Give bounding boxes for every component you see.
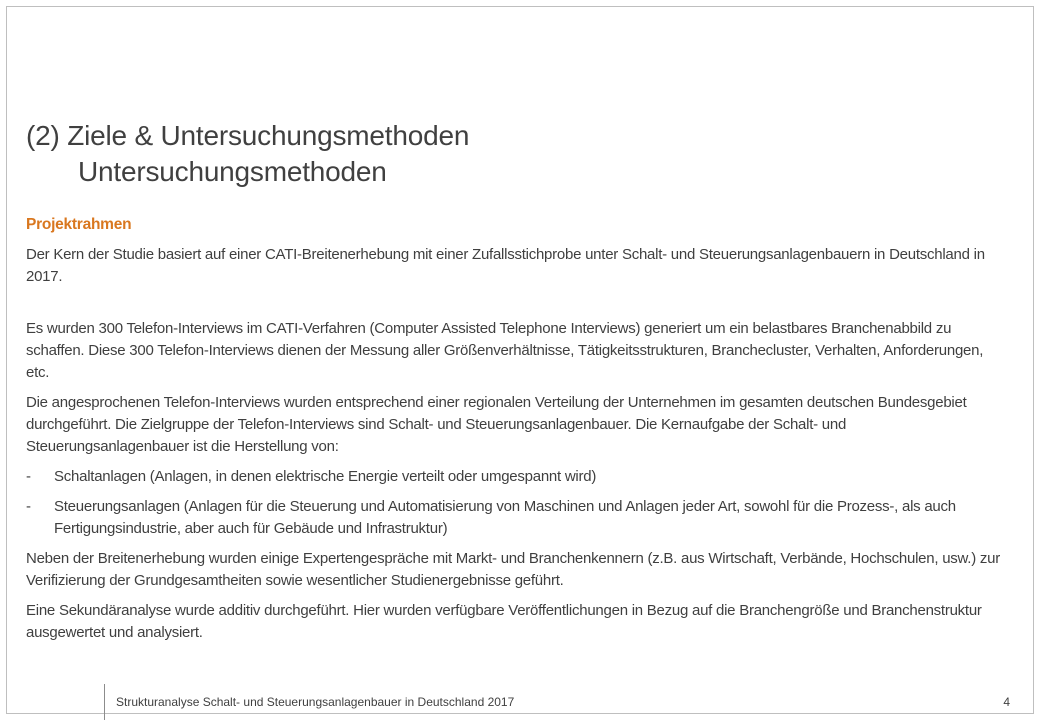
paragraph-target-group: Die angesprochenen Telefon-Interviews wurden entsprechend einer regionalen Verteilung der Unternehmen im gesamten deutschen Bundesgebiet durchgeführt. Die Zielgruppe der Telefon-Interviews sind Schalt- und Steuerungsanlagenbauer. Die Kernaufgabe der Schalt- und Steuerungsanlagenbauer ist die Herstellung von: [26, 394, 967, 455]
slide-content [26, 214, 1006, 652]
list-item [26, 496, 1006, 540]
footer-text: Strukturanalyse Schalt- und Steuerungsanlagenbauer in Deutschland 2017 [116, 695, 515, 709]
footer-divider [104, 684, 105, 720]
bullet-list [26, 466, 1006, 540]
paragraph-intro: Der Kern der Studie basiert auf einer CATI-Breitenerhebung mit einer Zufallsstichprobe unter Schalt- und Steuerungsanlagenbauern in Deutschland in 2017. [26, 246, 985, 285]
section-heading: Projektrahmen [26, 216, 132, 233]
list-item [26, 466, 1006, 488]
paragraph-secondary-analysis: Eine Sekundäranalyse wurde additiv durchgeführt. Hier wurden verfügbare Veröffentlichungen in Bezug auf die Branchengröße und Branchenstruktur ausgewertet und analysiert. [26, 602, 982, 641]
page-number: 4 [1003, 695, 1010, 709]
title-line-sub: Untersuchungsmethoden [78, 156, 387, 187]
title-line-main: (2) Ziele & Untersuchungsmethoden [26, 120, 470, 151]
paragraph-interviews: Es wurden 300 Telefon-Interviews im CATI-Verfahren (Computer Assisted Telephone Interviews) generiert um ein belastbares Branchenabbild zu schaffen. Diese 300 Telefon-Interviews dienen der Messung aller Größenverhältnisse, Tätigkeitsstrukturen, Branchecluster, Verhalten, Anforderungen, etc. [26, 320, 984, 381]
bullet-text: Steuerungsanlagen (Anlagen für die Steuerung und Automatisierung von Maschinen und Anlagen jeder Art, sowohl für die Prozess-, als auch Fertigungsindustrie, aber auch für Gebäude und Infrastruktur) [54, 498, 956, 537]
bullet-text: Schaltanlagen (Anlagen, in denen elektrische Energie verteilt oder umgespannt wird) [54, 468, 597, 485]
paragraph-expert-interviews: Neben der Breitenerhebung wurden einige Expertengespräche mit Markt- und Branchenkennern (z.B. aus Wirtschaft, Verbände, Hochschulen, usw.) zur Verifizierung der Grundgesamtheiten sowie wesentlicher Studienergebnisse geführt. [26, 550, 1000, 589]
bullet-marker: - [26, 468, 31, 485]
bullet-marker: - [26, 498, 31, 515]
slide-title [26, 118, 926, 190]
